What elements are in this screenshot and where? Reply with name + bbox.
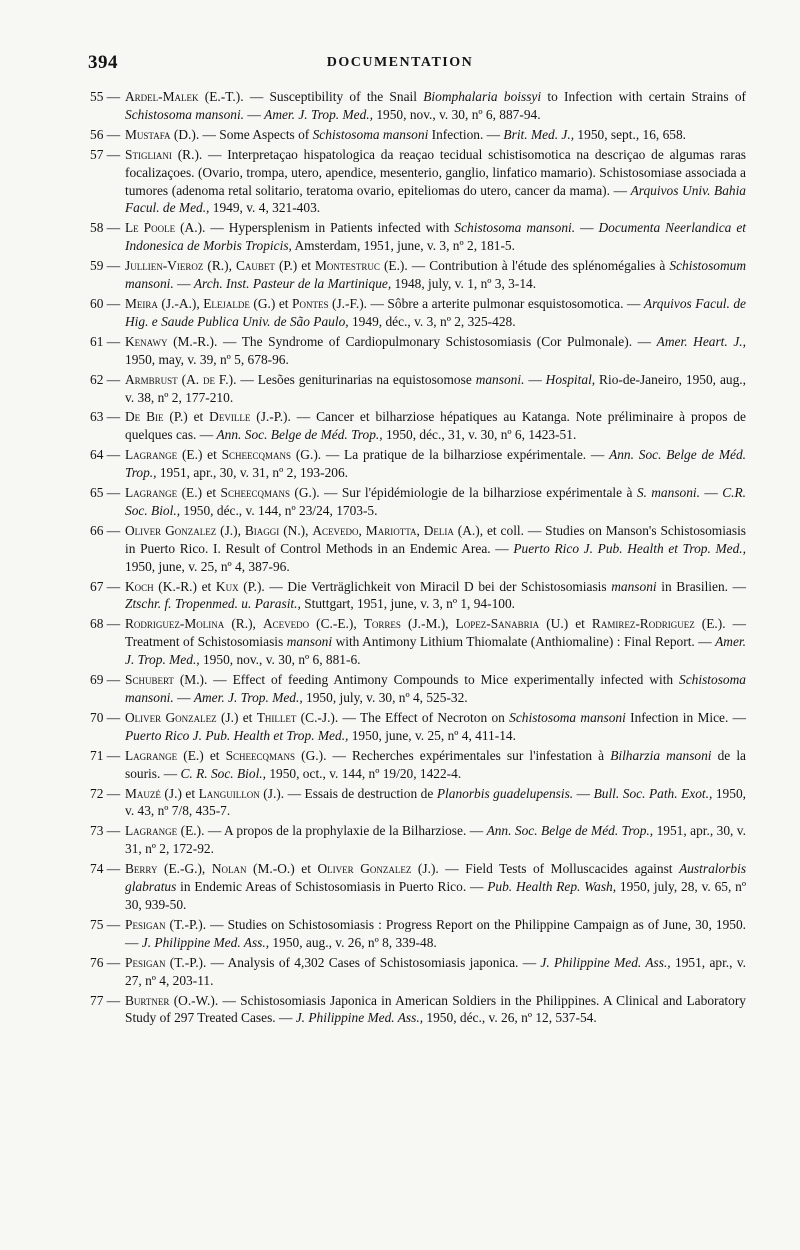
citation-italic: Schistosoma mansoni — [509, 709, 626, 725]
page-number: 394 — [88, 52, 118, 73]
entry-number: 76 — — [90, 954, 121, 970]
citation-text: 1950, nov., v. 30, nº 6, 887-94. — [373, 106, 541, 122]
citation-italic: C.R. Soc. Biol., — [125, 485, 747, 518]
citation-italic: J. Philippine Med. Ass., — [295, 1010, 424, 1026]
citation-italic: mansoni — [611, 578, 657, 594]
bibliography-entry — [90, 747, 746, 783]
citation-text: (J.) et — [160, 785, 199, 801]
entry-citation — [125, 578, 746, 614]
citation-author: Mustafa — [125, 126, 171, 142]
citation-text: 1950, v. 43, nº 7/8, 435-7. — [125, 785, 746, 819]
citation-author: Pontes — [292, 295, 329, 311]
citation-author: Lopez-Sanabria — [455, 616, 540, 632]
citation-author: Thillet — [256, 709, 297, 725]
citation-text: — — [244, 106, 265, 122]
citation-text: (G.). — Sur l'épidémiologie de la bilharziose expérimentale à — [289, 485, 637, 501]
citation-text: 1950, déc., 31, v. 30, nº 6, 1423-51. — [382, 427, 577, 443]
entry-number: 72 — — [90, 785, 121, 801]
entry-number: 64 — — [90, 447, 121, 463]
citation-author: Acevedo — [262, 616, 310, 632]
citation-text: (A.). — Hypersplenism in Patients infected with — [175, 220, 455, 236]
citation-text: (G.). — La pratique de la bilharziose expérimentale. — — [291, 447, 610, 463]
citation-text: F.). — Lesões geniturinarias na equistosomose — [215, 371, 476, 387]
citation-author: de — [203, 371, 216, 387]
citation-italic: Schistosoma mansoni. — [125, 106, 245, 122]
citation-text: (J.). — Essais de destruction de — [259, 785, 437, 801]
entry-citation — [125, 408, 746, 444]
citation-text: (C.-J.). — The Effect of Necroton on — [296, 709, 510, 725]
citation-text: (N.), — [279, 522, 313, 538]
citation-text: 1950, déc., v. 144, nº 23/24, 1703-5. — [180, 502, 378, 518]
citation-author: Languillon — [198, 785, 260, 801]
bibliography-entry — [90, 371, 746, 407]
citation-italic: Brit. Med. J., — [503, 126, 575, 142]
bibliography-entry — [90, 954, 746, 990]
citation-author: Scheecqmans — [220, 485, 290, 501]
entry-number: 71 — — [90, 747, 121, 763]
entry-citation — [125, 785, 746, 821]
citation-author: Elejalde — [203, 295, 250, 311]
entry-number: 66 — — [90, 522, 121, 538]
citation-author: Scheecqmans — [225, 747, 296, 763]
bibliography-list — [90, 88, 746, 1029]
citation-text: Infection in Mice. — — [625, 709, 747, 725]
entry-number: 60 — — [90, 295, 121, 311]
citation-author: Torres — [363, 616, 401, 632]
citation-italic: Ztschr. f. Tropenmed. u. Parasit., — [125, 596, 301, 612]
citation-text: (G.) et — [249, 295, 293, 311]
citation-author: Lagrange — [125, 747, 178, 763]
citation-author: Pesigan — [125, 916, 166, 932]
entry-citation — [125, 333, 746, 369]
citation-author: Meira — [125, 295, 158, 311]
entry-number: 69 — — [90, 672, 121, 688]
entry-number: 65 — — [90, 485, 121, 501]
entry-number: 59 — — [90, 258, 121, 274]
bibliography-entry — [90, 146, 746, 218]
bibliography-entry — [90, 126, 746, 144]
citation-italic: Hospital, — [545, 371, 596, 387]
citation-italic: Arch. Inst. Pasteur de la Martinique, — [193, 276, 392, 292]
citation-author: Nolan — [211, 861, 247, 877]
entry-citation — [125, 371, 746, 407]
citation-text: (E.-T.). — Susceptibility of the Snail — [198, 89, 424, 104]
citation-text: (G.). — Recherches expérimentales sur l'infestation à — [295, 747, 611, 763]
citation-text: 1950, june, v. 25, nº 4, 411-14. — [348, 727, 516, 743]
citation-text: (P.) et — [163, 409, 210, 425]
citation-author: Oliver Gonzalez — [317, 861, 412, 877]
entry-citation — [125, 522, 746, 576]
citation-text: 1950, july, v. 30, nº 4, 525-32. — [302, 690, 468, 705]
entry-number: 67 — — [90, 578, 121, 594]
entry-citation — [125, 992, 746, 1028]
bibliography-entry — [90, 822, 746, 858]
citation-text: — — [524, 371, 546, 387]
entry-citation — [125, 126, 746, 144]
citation-author: Kux — [215, 578, 239, 594]
citation-italic: Planorbis guadelupensis. — [436, 785, 574, 801]
citation-italic: S. mansoni. — [636, 485, 700, 501]
citation-italic: J. Philippine Med. Ass., — [141, 934, 270, 950]
citation-text: (R.), — [203, 258, 236, 274]
citation-italic: Amer. J. Trop. Med., — [125, 634, 746, 668]
citation-author: Koch — [125, 578, 154, 594]
citation-text: (E.) et — [177, 447, 222, 463]
entry-number: 74 — — [90, 861, 121, 877]
citation-text: Infection. — — [428, 126, 504, 142]
citation-text: (E.). — A propos de la prophylaxie de la Bilharziose. — — [177, 823, 487, 839]
entry-citation — [125, 860, 746, 914]
citation-author: Lagrange — [125, 447, 178, 463]
citation-text: 1951, apr., 30, v. 31, nº 2, 193-206. — [156, 465, 348, 481]
citation-italic: Schistosoma mansoni — [312, 126, 429, 142]
citation-text: — — [173, 690, 194, 705]
citation-author: Ardel-Malek — [125, 89, 199, 104]
citation-text: (P.). — Die Verträglichkeit von Miracil D bei der Schistosomiasis — [238, 578, 612, 594]
citation-italic: Amer. J. Trop. Med., — [264, 106, 373, 122]
citation-italic: Bull. Soc. Path. Exot., — [593, 785, 713, 801]
citation-text: to Infection with certain Strains of — [541, 89, 746, 104]
bibliography-entry — [90, 992, 746, 1028]
entry-number: 61 — — [90, 333, 121, 349]
citation-text: (M.-O.) et — [246, 861, 318, 877]
citation-text: Rio-de-Janeiro, 1950, aug., v. 38, nº 2, 177-210. — [125, 371, 746, 405]
citation-italic: Documenta Neerlandica et Indonesica de Morbis Tropicis, — [125, 220, 746, 254]
citation-author: Rodriguez-Molina — [125, 616, 225, 632]
entry-number: 77 — — [90, 992, 121, 1008]
entry-citation — [125, 257, 746, 293]
entry-number: 73 — — [90, 823, 121, 839]
citation-text: de la souris. — — [125, 747, 747, 781]
entry-number: 68 — — [90, 616, 121, 632]
entry-citation — [125, 671, 746, 707]
citation-author: Burtner — [125, 992, 170, 1008]
citation-text: (O.-W.). — Schistosomiasis Japonica in American Soldiers in the Philippines. A Clinical and Laboratory Study of 297 Treated Cases. — — [125, 992, 746, 1026]
bibliography-entry — [90, 615, 746, 669]
citation-author: Oliver Gonzalez — [125, 522, 217, 538]
citation-text: 1950, aug., v. 26, nº 8, 339-48. — [269, 934, 437, 950]
bibliography-entry — [90, 522, 746, 576]
citation-text: (M.). — Effect of feeding Antimony Compounds to Mice experimentally infected with — [173, 672, 680, 688]
citation-italic: Schistosomum mansoni. — [125, 258, 747, 292]
citation-text: (J.-M.), — [400, 616, 456, 632]
citation-text: (D.). — Some Aspects of — [170, 126, 313, 142]
citation-text: Stuttgart, 1951, june, v. 3, nº 1, 94-100. — [300, 596, 516, 612]
citation-author: Lagrange — [125, 823, 178, 839]
bibliography-entry — [90, 916, 746, 952]
citation-author: Le Poole — [125, 220, 176, 236]
citation-author: Acevedo, Mariotta, Delia — [312, 522, 454, 538]
bibliography-entry — [90, 785, 746, 821]
citation-italic: Schistosoma mansoni. — [125, 672, 746, 705]
citation-text: 1951, apr., v. 27, nº 4, 203-11. — [125, 954, 746, 988]
citation-italic: Amer. Heart. J., — [656, 333, 746, 349]
citation-text: 1951, apr., 30, v. 31, nº 2, 172-92. — [125, 823, 746, 857]
citation-text: — — [573, 785, 594, 801]
citation-italic: Pub. Health Rep. Wash, — [487, 879, 617, 895]
page-header — [0, 52, 800, 76]
entry-citation — [125, 146, 746, 218]
citation-text: Amsterdam, 1951, june, v. 3, nº 2, 181-5. — [291, 238, 515, 254]
citation-author: Scheecqmans — [221, 447, 292, 463]
citation-author: Montestruc — [314, 258, 380, 274]
citation-text: 1949, v. 4, 321-403. — [209, 200, 321, 216]
citation-italic: Ann. Soc. Belge de Méd. Trop., — [216, 427, 383, 443]
bibliography-entry — [90, 219, 746, 255]
citation-text: (C.-E.), — [309, 616, 364, 632]
bibliography-entry — [90, 484, 746, 520]
citation-italic: Schistosoma mansoni. — [454, 220, 576, 236]
citation-text: 1950, july, 28, v. 65, nº 30, 939-50. — [125, 879, 746, 912]
citation-text: (K.-R.) et — [153, 578, 216, 594]
bibliography-entry — [90, 333, 746, 369]
citation-italic: mansoni. — [475, 371, 525, 387]
bibliography-entry — [90, 295, 746, 331]
entry-citation — [125, 295, 746, 331]
entry-citation — [125, 916, 746, 952]
citation-author: Jullien-Vieroz — [125, 258, 204, 274]
citation-text: (E.). — Contribution à l'étude des splénomégalies à — [379, 258, 670, 274]
citation-italic: Ann. Soc. Belge de Méd. Trop., — [125, 447, 746, 481]
citation-text: in Endemic Areas of Schistosomiasis in Puerto Rico. — — [176, 879, 488, 895]
citation-text: 1950, déc., v. 26, nº 12, 537-54. — [423, 1010, 597, 1026]
bibliography-entry — [90, 709, 746, 745]
citation-text: (U.) et — [539, 616, 592, 632]
citation-text: (P.) et — [274, 258, 315, 274]
entry-number: 75 — — [90, 916, 121, 932]
citation-italic: Biomphalaria boissyi — [423, 89, 542, 104]
citation-text: 1950, oct., v. 144, nº 19/20, 1422-4. — [265, 765, 462, 781]
citation-italic: mansoni — [286, 634, 333, 650]
bibliography-entry — [90, 257, 746, 293]
citation-author: Schubert — [125, 672, 174, 688]
entry-citation — [125, 484, 746, 520]
citation-italic: Australorbis glabratus — [125, 861, 747, 895]
entry-number: 55 — — [90, 89, 121, 104]
citation-text: 1950, sept., 16, 658. — [574, 126, 687, 142]
citation-author: Lagrange — [125, 485, 178, 501]
citation-text: (R.). — Interpretaçao hispatologica da reaçao tecidual schistisomotica na descriçao de algumas raras focalizaçoes. (Ovario, trompa, utero, apendice, mesenterio, ganglio, linfatico mamario). Schistosomiase associada a tumores (adenoma retal solitario, teratoma ovario, epiteliomas do utero, cancer da mama). — — [125, 146, 746, 198]
citation-text: (T.-P.). — Studies on Schistosomiasis : Progress Report on the Philippine Campaign as of June, 30, 1950. — — [125, 916, 746, 950]
bibliography-entry — [90, 578, 746, 614]
citation-author: Pesigan — [125, 954, 166, 970]
citation-italic: Arquivos Univ. Bahia Facul. de Med., — [125, 182, 746, 216]
citation-text: 1950, june, v. 25, nº 4, 387-96. — [125, 558, 290, 574]
citation-text: (J.-P.). — Cancer et bilharziose hépatiques au Katanga. Note préliminaire à propos de quelques cas. — — [125, 409, 746, 443]
entry-citation — [125, 88, 746, 124]
citation-text: (A.), et coll. — Studies on Manson's Schistosomiasis in Puerto Rico. I. Result of Control Methods in an Endemic Area. — — [125, 522, 747, 556]
citation-italic: Ann. Soc. Belge de Méd. Trop., — [486, 823, 654, 839]
entry-number: 58 — — [90, 220, 121, 236]
citation-italic: Arquivos Facul. de Hig. e Saude Publica Univ. de São Paulo, — [125, 295, 746, 329]
citation-author: Berry — [125, 861, 158, 877]
citation-text: in Brasilien. — — [656, 578, 747, 594]
citation-italic: C. R. Soc. Biol., — [180, 765, 266, 781]
entry-number: 70 — — [90, 709, 121, 725]
citation-text: (A. — [177, 371, 204, 387]
bibliography-entry — [90, 446, 746, 482]
citation-text: (R.), — [224, 616, 263, 632]
citation-text: (J.) et — [216, 709, 257, 725]
citation-text: (E.) et — [177, 747, 226, 763]
citation-italic: Amer. J. Trop. Med., — [193, 690, 303, 705]
citation-text: — — [575, 220, 599, 236]
bibliography-entry — [90, 671, 746, 707]
citation-text: (E.-G.), — [157, 861, 212, 877]
citation-author: Ramirez-Rodriguez — [591, 616, 695, 632]
citation-author: Stigliani — [125, 146, 172, 162]
entry-number: 63 — — [90, 409, 121, 425]
citation-text: — — [700, 485, 723, 501]
citation-italic: Puerto Rico J. Pub. Health et Trop. Med., — [513, 540, 746, 556]
bibliography-entry — [90, 860, 746, 914]
bibliography-entry — [90, 408, 746, 444]
citation-text: 1950, may, v. 39, nº 5, 678-96. — [125, 351, 289, 367]
entry-citation — [125, 747, 746, 783]
entry-citation — [125, 446, 746, 482]
citation-text: (J.-F.). — Sôbre a arterite pulmonar esquistosomotica. — — [328, 295, 644, 311]
entry-citation — [125, 822, 746, 858]
citation-author: De Bie — [125, 409, 164, 425]
citation-italic: J. Philippine Med. Ass., — [540, 954, 671, 970]
citation-text: (E.). — Treatment of Schistosomiasis — [125, 616, 746, 650]
citation-text: (J.-A.), — [157, 295, 204, 311]
entry-number: 57 — — [90, 146, 121, 162]
running-title: DOCUMENTATION — [326, 55, 474, 70]
citation-author: Biaggi — [244, 522, 280, 538]
citation-text: (M.-R.). — The Syndrome of Cardiopulmonary Schistosomiasis (Cor Pulmonale). — — [167, 333, 657, 349]
bibliography-entry — [90, 88, 746, 124]
citation-text: with Antimony Lithium Thiomalate (Anthiomaline) : Final Report. — — [332, 634, 716, 650]
entry-citation — [125, 219, 746, 255]
citation-text: (T.-P.). — Analysis of 4,302 Cases of Schistosomiasis japonica. — — [165, 954, 541, 970]
entry-citation — [125, 709, 746, 745]
citation-text: (J.), — [216, 522, 245, 538]
citation-author: Kenawy — [125, 333, 168, 349]
entry-number: 62 — — [90, 371, 121, 387]
citation-author: Oliver Gonzalez — [125, 709, 217, 725]
citation-text: (E.) et — [177, 485, 221, 501]
citation-italic: Puerto Rico J. Pub. Health et Trop. Med., — [125, 727, 349, 743]
citation-author: Caubet — [235, 258, 275, 274]
citation-text: 1948, july, v. 1, nº 3, 3-14. — [391, 276, 537, 292]
citation-text: (J.). — Field Tests of Molluscacides against — [411, 861, 680, 877]
entry-number: 56 — — [90, 126, 121, 142]
citation-author: Armbrust — [125, 371, 178, 387]
entry-citation — [125, 615, 746, 669]
citation-author: Deville — [209, 409, 251, 425]
entry-citation — [125, 954, 746, 990]
citation-text: 1949, déc., v. 3, nº 2, 325-428. — [348, 313, 516, 329]
citation-author: Mauzé — [125, 785, 161, 801]
citation-italic: Bilharzia mansoni — [610, 747, 712, 763]
citation-text: — — [173, 276, 194, 292]
citation-text: 1950, nov., v. 30, nº 6, 881-6. — [199, 652, 361, 668]
